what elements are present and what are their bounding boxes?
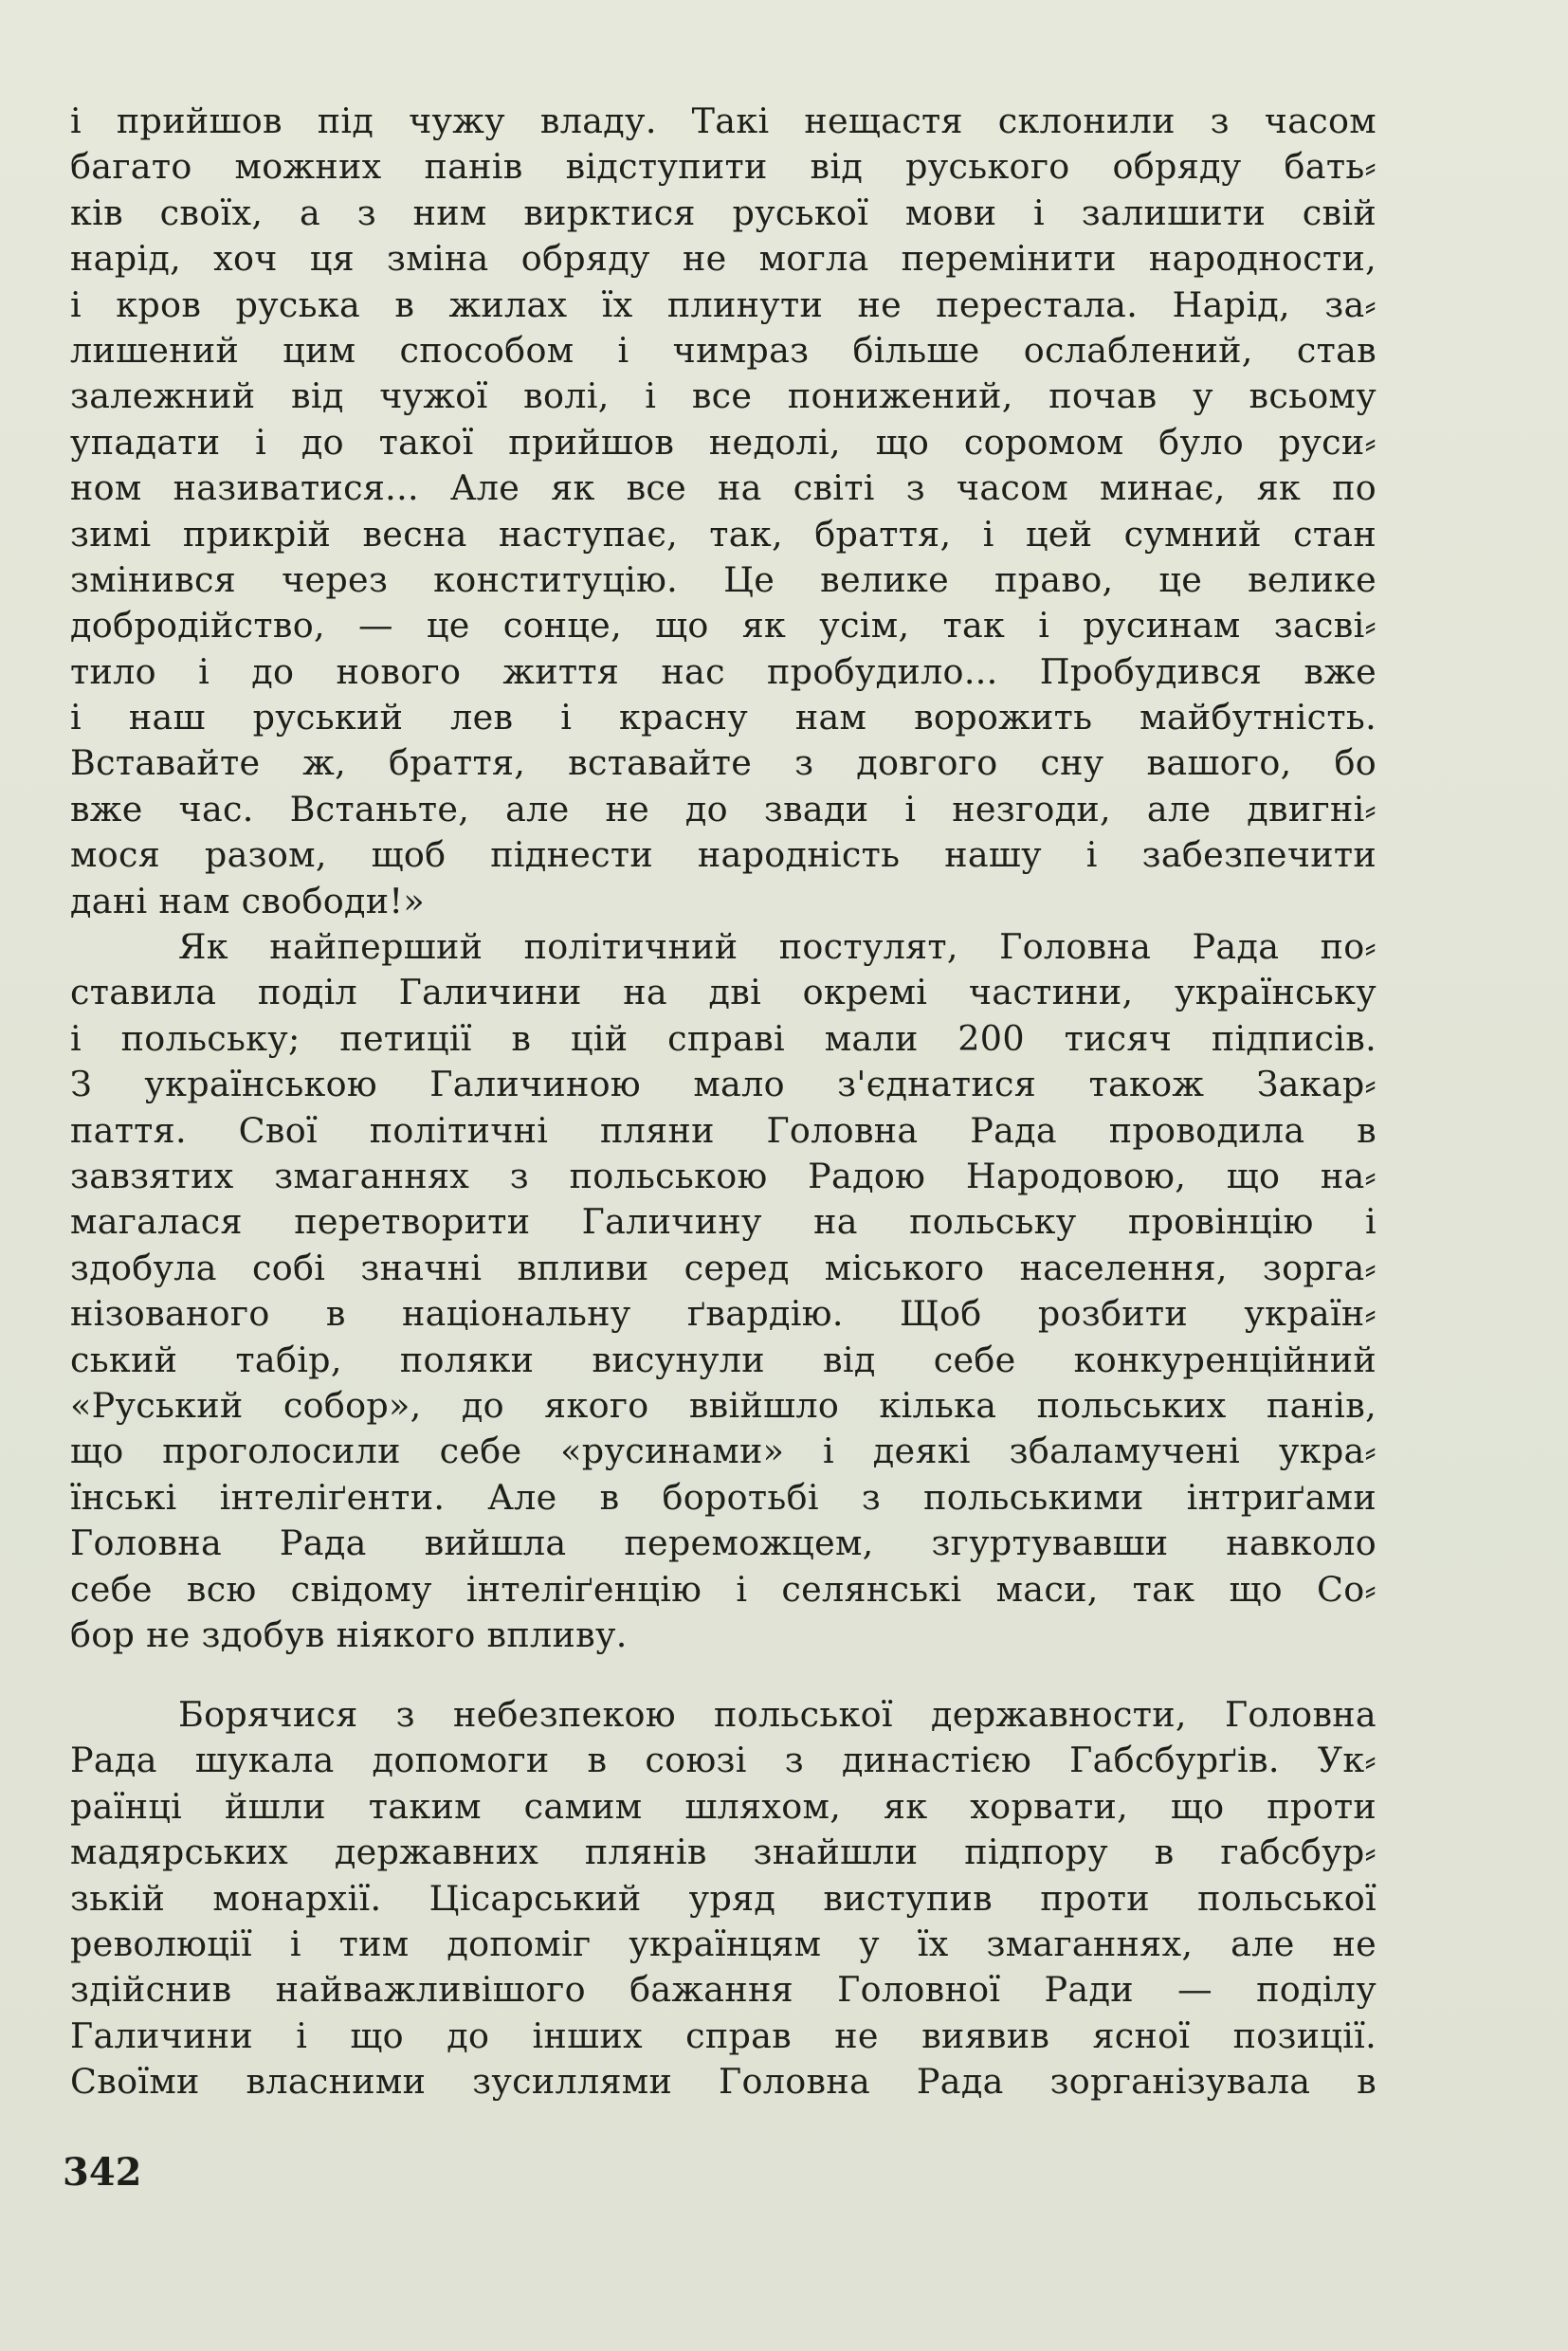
text-line: упадати і до такої прийшов недолі, що соромом було руси⸗: [70, 421, 1377, 463]
text-line: Вставайте ж, браття, вставайте з довгого сну вашого, бо: [70, 742, 1377, 784]
text-line: раїнці йшли таким самим шляхом, як хорвати, що проти: [70, 1785, 1377, 1827]
text-line: їнські інтеліґенти. Але в боротьбі з польськими інтриґами: [70, 1476, 1377, 1518]
text-line: Головна Рада вийшла переможцем, згуртувавши навколо: [70, 1522, 1377, 1564]
text-line: вже час. Встаньте, але не до звади і незгоди, але двигні⸗: [70, 788, 1377, 829]
paragraph-3: [70, 1692, 1377, 2105]
text-line: бор не здобув ніякого впливу.: [70, 1613, 628, 1655]
paragraph-1: [70, 99, 1377, 924]
text-line: що проголосили себе «русинами» і деякі збаламучені укра⸗: [70, 1431, 1377, 1472]
text-line: мося разом, щоб піднести народність нашу і забезпечити: [70, 834, 1377, 876]
text-line: багато можних панів відступити від руського обряду бать⸗: [70, 146, 1377, 188]
text-line: лишений цим способом і чимраз більше ослаблений, став: [70, 329, 1377, 371]
text-line: Борячися з небезпекою польської державности, Головна: [178, 1694, 1377, 1735]
text-line: нізованого в національну ґвардію. Щоб розбити україн⸗: [70, 1293, 1377, 1335]
paragraph-2: [70, 924, 1377, 1658]
text-line: ків своїх, а з ним вирктися руської мови і залишити свій: [70, 191, 1377, 233]
page-number: 342: [63, 2150, 142, 2195]
text-line: залежний від чужої волі, і все понижений, почав у всьому: [70, 375, 1377, 417]
text-line: З українською Галичиною мало з'єднатися також Закар⸗: [70, 1064, 1377, 1105]
text-line: ном називатися... Але як все на світі з часом минає, як по: [70, 467, 1377, 509]
text-line: нарід, хоч ця зміна обряду не могла перемінити народности,: [70, 238, 1377, 280]
text-line: зимі прикрій весна наступає, так, браття, і цей сумний стан: [70, 513, 1377, 555]
text-line: Як найперший політичний постулят, Головна Рада по⸗: [178, 926, 1377, 968]
text-line: мадярських державних плянів знайшли підпору в габсбур⸗: [70, 1832, 1377, 1873]
text-line: ський табір, поляки висунули від себе конкуренційний: [70, 1339, 1377, 1380]
text-line: завзятих змаганнях з польською Радою Народовою, що на⸗: [70, 1155, 1377, 1196]
text-line: ставила поділ Галичини на дві окремі частини, українську: [70, 972, 1377, 1013]
text-line: зькій монархії. Цісарський уряд виступив проти польської: [70, 1877, 1377, 1919]
text-line: магалася перетворити Галичину на польську провінцію і: [70, 1201, 1377, 1243]
text-body: [70, 99, 1377, 1658]
text-line: «Руський собор», до якого ввійшло кілька польських панів,: [70, 1384, 1377, 1426]
text-body-continued: [70, 1692, 1377, 2105]
text-line: здійснив найважливішого бажання Головної Ради — поділу: [70, 1969, 1377, 2011]
text-line: Галичини і що до інших справ не виявив ясної позиції.: [70, 2014, 1377, 2056]
text-line: і польську; петиції в цій справі мали 200 тисяч підписів.: [70, 1017, 1377, 1059]
text-line: Своїми власними зусиллями Головна Рада зорганізувала в: [70, 2061, 1377, 2103]
text-line: дані нам свободи!»: [70, 880, 426, 921]
text-line: здобула собі значні впливи серед міського населення, зорга⸗: [70, 1247, 1377, 1288]
text-line: себе всю свідому інтеліґенцію і селянські маси, так що Со⸗: [70, 1568, 1377, 1610]
text-line: змінився через конституцію. Це велике право, це велике: [70, 558, 1377, 600]
text-line: добродійство, — це сонце, що як усім, так і русинам засві⸗: [70, 605, 1377, 647]
text-line: і наш руський лев і красну нам ворожить майбутність.: [70, 697, 1377, 738]
text-line: і кров руська в жилах їх плинути не перестала. Нарід, за⸗: [70, 283, 1377, 325]
text-line: паття. Свої політичні пляни Головна Рада проводила в: [70, 1109, 1377, 1151]
text-line: тило і до нового життя нас пробудило... Пробудився вже: [70, 650, 1377, 692]
text-line: революції і тим допоміг українцям у їх змаганнях, але не: [70, 1923, 1377, 1964]
text-line: і прийшов під чужу владу. Такі нещастя склонили з часом: [70, 100, 1377, 141]
text-line: Рада шукала допомоги в союзі з династією Габсбурґів. Ук⸗: [70, 1740, 1377, 1781]
